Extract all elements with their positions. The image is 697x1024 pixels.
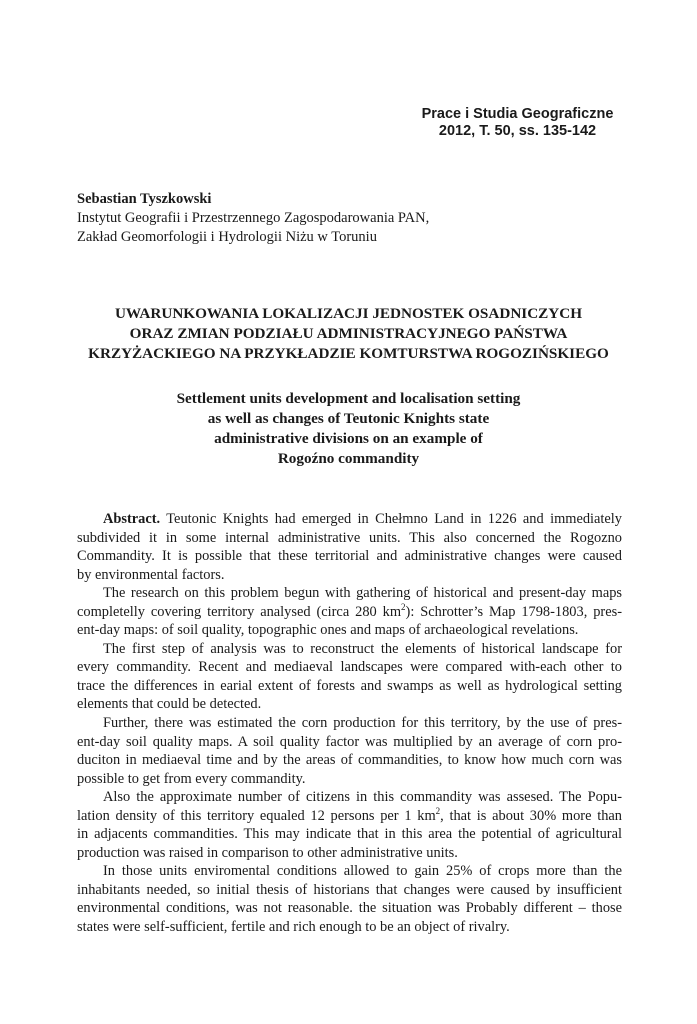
abstract-text: , that is about 30% more than xyxy=(440,807,622,824)
abstract-line: possible to get from every commandity. xyxy=(77,770,306,787)
abstract-paragraph-4 xyxy=(77,714,622,788)
abstract-line: Further, there was estimated the corn production for this territory, by the use of pres- xyxy=(103,715,622,732)
abstract-paragraph-3 xyxy=(77,640,622,714)
abstract-line: trace the differences in earial extent of forests and swamps as well as hydrological setting xyxy=(77,677,622,694)
title-polish xyxy=(50,304,647,364)
journal-volume-pages: 2012, T. 50, ss. 135-142 xyxy=(438,123,597,139)
abstract xyxy=(77,510,622,937)
abstract-line: In those units enviromental conditions allowed to gain 25% of crops more than the xyxy=(103,863,622,880)
title-polish-line: ORAZ ZMIAN PODZIAŁU ADMINISTRACYJNEGO PAŃSTWA xyxy=(129,325,568,342)
abstract-line: environmental conditions, was not reasonable. the situation was Probably different – those xyxy=(77,900,622,917)
title-english-line: Settlement units development and localisation setting xyxy=(176,390,521,407)
abstract-line: elements that could be detected. xyxy=(77,696,262,713)
title-english-line: Rogoźno commandity xyxy=(277,450,420,467)
abstract-line: states were self-sufficient, fertile and rich enough to be an object of rivalry. xyxy=(77,919,510,936)
abstract-paragraph-2 xyxy=(77,584,622,640)
abstract-text: ): Schrotter’s Map 1798-1803, pres- xyxy=(405,603,622,620)
superscript: 2 xyxy=(435,805,441,816)
abstract-line xyxy=(77,807,622,826)
author-affiliation-department: Zakład Geomorfologii i Hydrologii Niżu w Toruniu xyxy=(77,229,377,245)
abstract-line xyxy=(77,603,622,622)
journal-citation xyxy=(380,106,655,140)
abstract-text: lation density of this territory equaled 12 persons per 1 km xyxy=(77,807,436,824)
abstract-line: inhabitants needed, so initial thesis of historians that changes were caused by insufficient xyxy=(77,881,622,898)
abstract-line: in adjacents commandities. This may indicate that in this area the potential of agricultural xyxy=(77,826,622,843)
title-polish-line: KRZYŻACKIEGO NA PRZYKŁADZIE KOMTURSTWA ROGOZIŃSKIEGO xyxy=(88,345,609,362)
abstract-line: subdivided it in some internal administrative units. This also concerned the Rogozno xyxy=(77,529,622,546)
abstract-text: Teutonic Knights had emerged in Chełmno Land in 1226 and immediately xyxy=(160,511,622,527)
title-polish-line: UWARUNKOWANIA LOKALIZACJI JEDNOSTEK OSADNICZYCH xyxy=(114,305,583,322)
abstract-line: ent-day maps: of soil quality, topographic ones and maps of archaeological revelations. xyxy=(77,622,579,639)
abstract-line: production was raised in comparison to other administrative units. xyxy=(77,844,458,861)
abstract-text: completelly covering territory analysed (circa 280 km xyxy=(77,603,402,620)
superscript: 2 xyxy=(401,601,406,612)
abstract-line: Commandity. It is possible that these territorial and administrative changes were caused xyxy=(77,548,622,565)
abstract-line: ent-day soil quality maps. A soil quality factor was multiplied by an average of corn pro- xyxy=(77,733,622,750)
abstract-line: Also the approximate number of citizens in this commandity was assesed. The Popu- xyxy=(103,789,622,806)
abstract-label: Abstract. xyxy=(103,511,161,527)
abstract-line xyxy=(77,510,622,529)
abstract-line: by environmental factors. xyxy=(77,566,225,583)
abstract-line: The research on this problem begun with gathering of historical and present-day maps xyxy=(103,585,622,602)
title-english-line: as well as changes of Teutonic Knights state xyxy=(207,410,490,427)
title-english xyxy=(50,389,647,469)
abstract-line: duciton in mediaeval time and by the areas of commandities, to know how much corn was xyxy=(77,752,622,769)
author-name: Sebastian Tyszkowski xyxy=(77,191,212,207)
abstract-paragraph-5 xyxy=(77,788,622,862)
title-english-line: administrative divisions on an example of xyxy=(214,430,483,447)
abstract-line: every commandity. Recent and mediaeval landscapes were compared with-each other to xyxy=(77,659,622,676)
author-affiliation-institute: Instytut Geografii i Przestrzennego Zagospodarowania PAN, xyxy=(77,210,430,226)
journal-name: Prace i Studia Geograficzne xyxy=(421,106,614,122)
abstract-paragraph-6 xyxy=(77,862,622,936)
abstract-line: The first step of analysis was to reconstruct the elements of historical landscape for xyxy=(103,640,622,657)
abstract-paragraph-1 xyxy=(77,510,622,584)
author-block xyxy=(77,190,637,247)
